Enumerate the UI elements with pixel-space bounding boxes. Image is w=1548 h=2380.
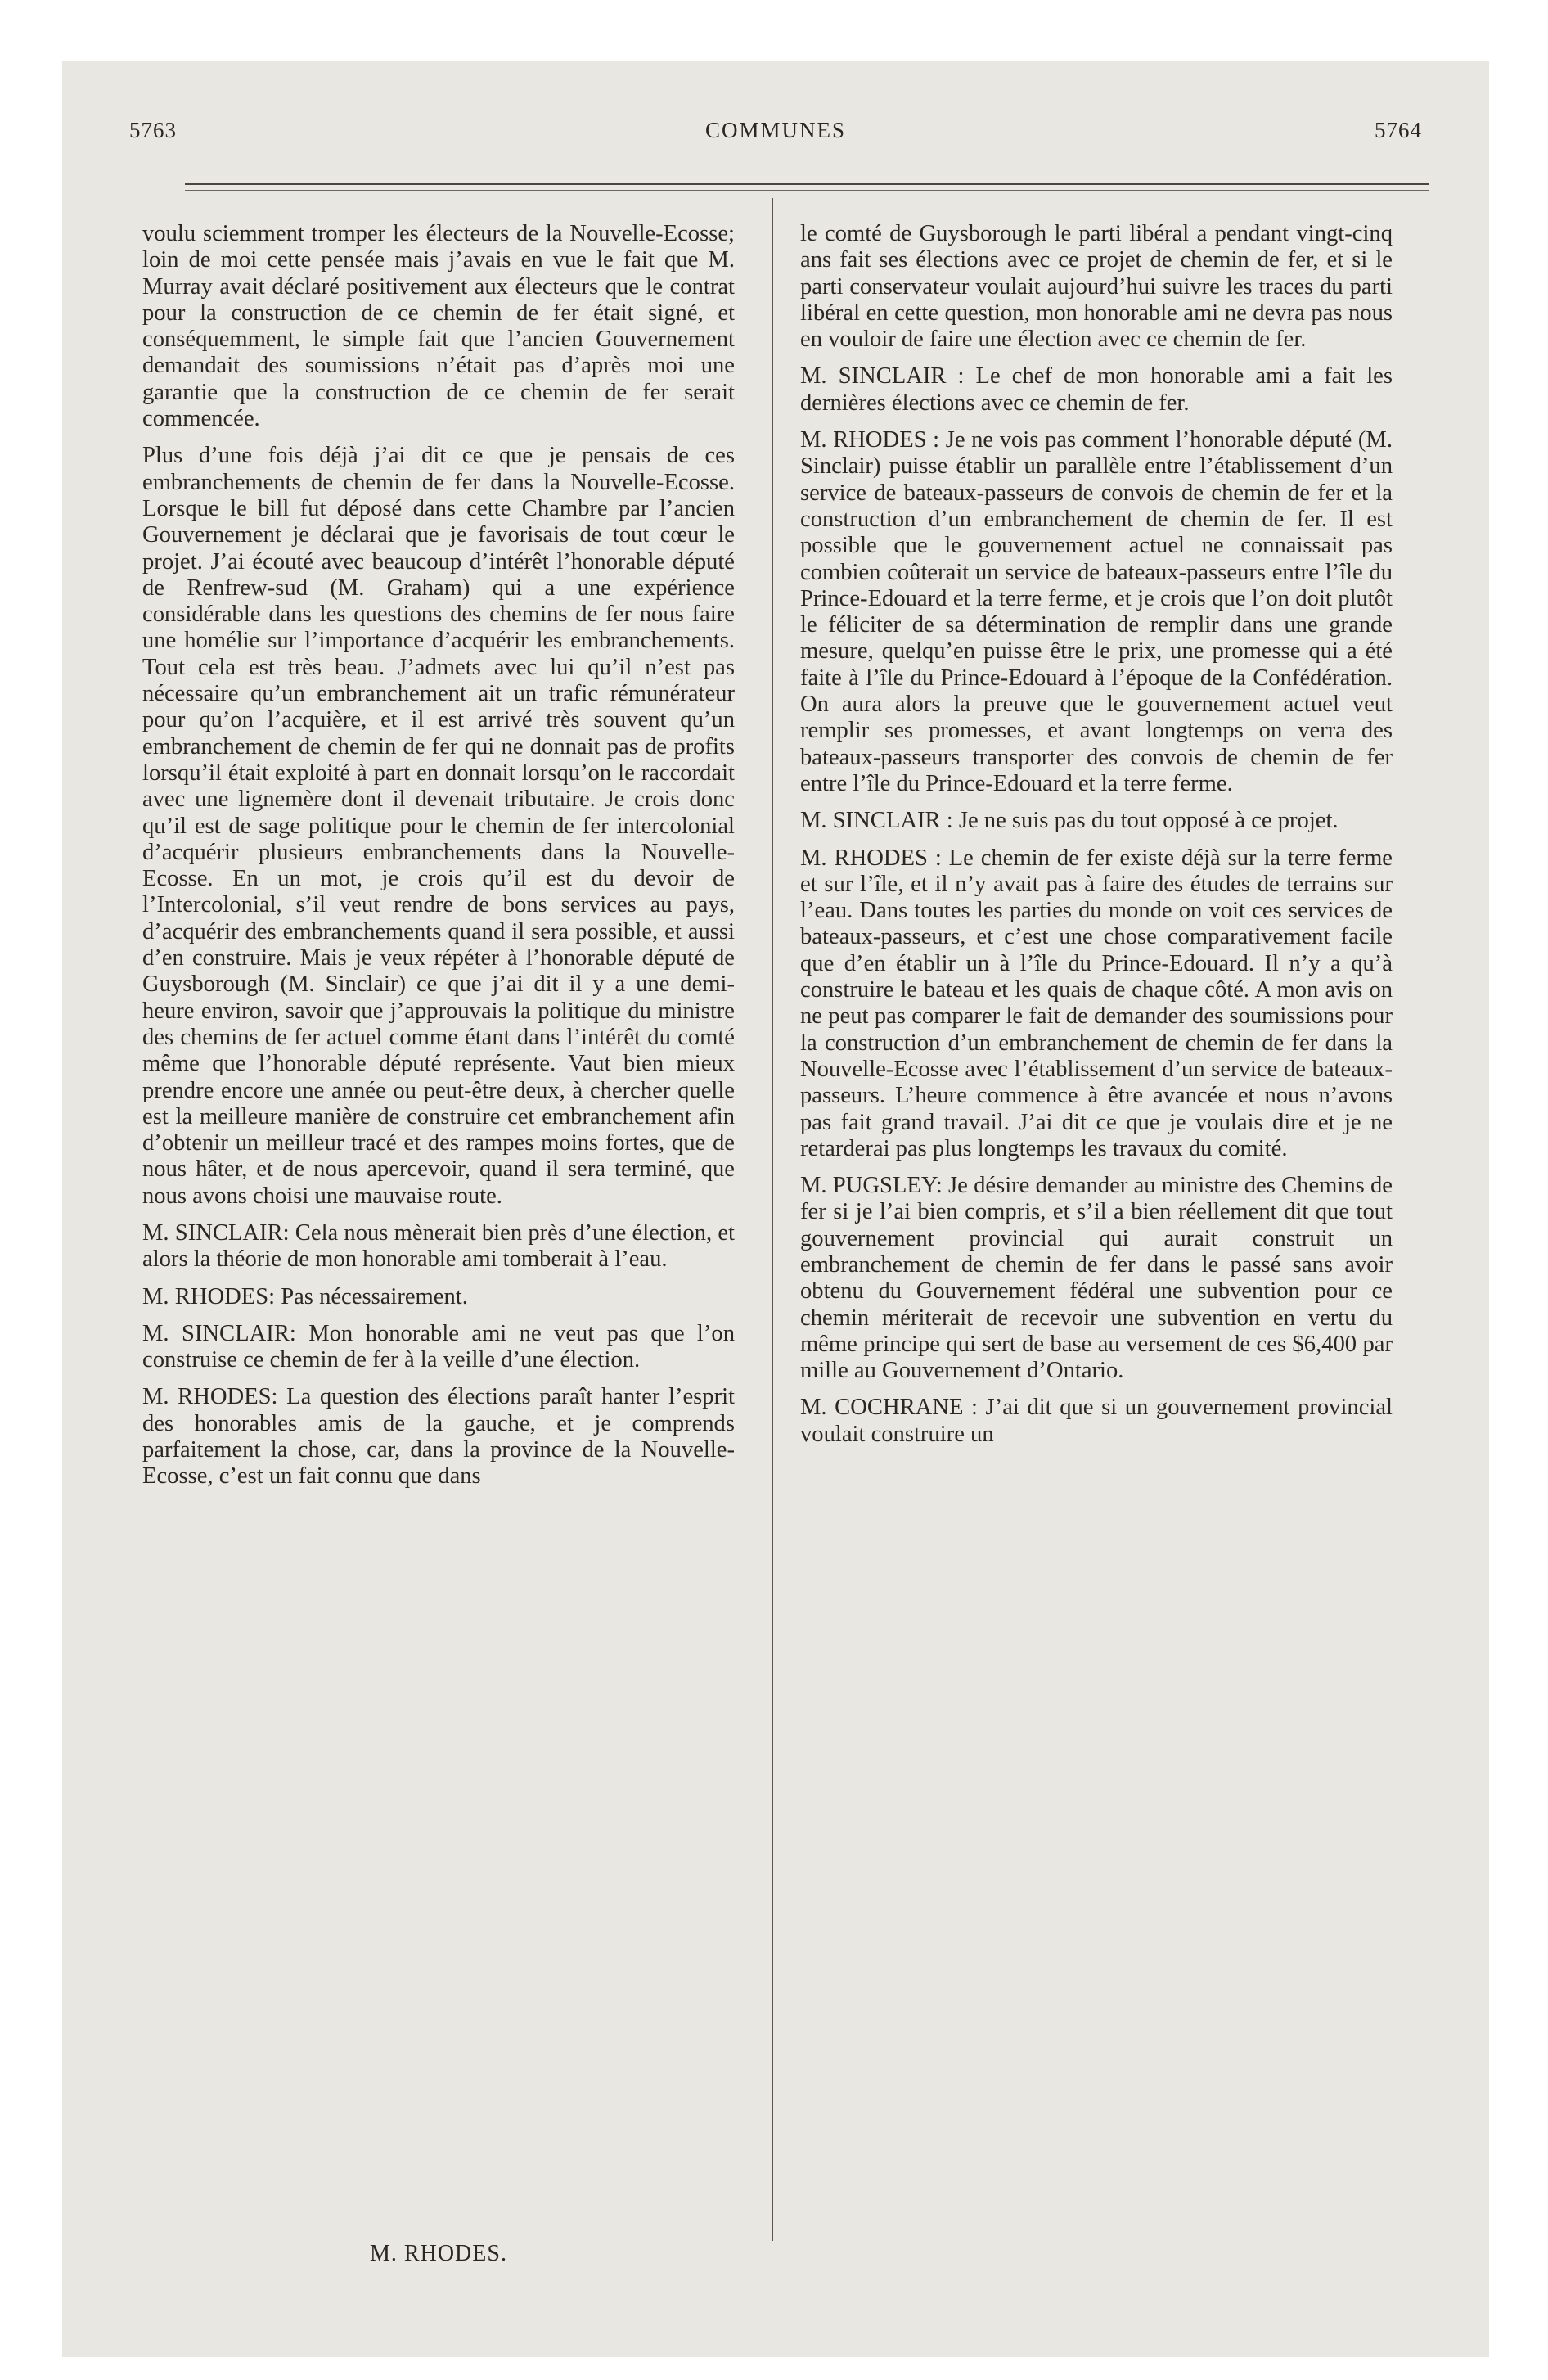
paragraph: M. SINCLAIR : Le chef de mon honorable ami a fait les dernières élections avec ce chemin de fer. [800,363,1393,416]
paragraph: voulu sciemment tromper les électeurs de la Nouvelle-Ecosse; loin de moi cette pensée mais j’avais en vue le fait que M. Murray avait déclaré positivement aux électeurs que le contrat pour la construction de ce chemin de fer était signé, et conséquemment, le simple fait que l’ancien Gouvernement demandait des soumissions n’était pas d’après moi une garantie que la construction de ce chemin de fer serait commencée. [142,221,735,432]
scanned-page [62,61,1489,2357]
paragraph: M. RHODES: La question des élections paraît hanter l’esprit des honorables amis de la gauche, et je comprends parfaitement la chose, car, dans la province de la Nouvelle-Ecosse, c’est un fait connu que dans [142,1384,735,1490]
left-column [142,221,735,1501]
paragraph: M. RHODES : Je ne vois pas comment l’honorable député (M. Sinclair) puisse établir un parallèle entre l’établissement d’un service de bateaux-passeurs de convois de chemin de fer et la construction d’un embranchement de chemin de fer. Il est possible que le gouvernement actuel ne connaissait pas combien coûterait un service de bateaux-passeurs entre l’île du Prince-Edouard et la terre ferme, et je crois que l’on doit plutôt le féliciter de sa détermination de remplir dans une grande mesure, quelqu’en puisse être le prix, une promesse qui a été faite à l’île du Prince-Edouard à l’époque de la Confédération. On aura alors la preuve que le gouvernement actuel veut remplir ses promesses, et avant longtemps on verra des bateaux-passeurs transporter des convois de chemin de fer entre l’île du Prince-Edouard et la terre ferme. [800,427,1393,796]
column-divider [772,198,773,2241]
paragraph: M. COCHRANE : J’ai dit que si un gouvernement provincial voulait construire un [800,1395,1393,1447]
page-header [62,118,1489,151]
page-number-right: 5764 [1375,118,1422,142]
right-column [800,221,1393,1458]
footer-catchword: M. RHODES. [370,2241,507,2266]
paragraph: le comté de Guysborough le parti libéral a pendant vingt-cinq ans fait ses élections avec ce projet de chemin de fer, et si le parti conservateur voulait aujourd’hui suivre les traces du parti libéral en cette question, mon honorable ami ne devra pas nous en vouloir de faire une élection avec ce chemin de fer. [800,221,1393,353]
running-title: COMMUNES [704,118,847,142]
paragraph: M. SINCLAIR : Je ne suis pas du tout opposé à ce projet. [800,808,1339,834]
paragraph: M. SINCLAIR: Mon honorable ami ne veut pas que l’on construise ce chemin de fer à la veille d’une élection. [142,1320,735,1373]
paragraph: M. SINCLAIR: Cela nous mènerait bien près d’une élection, et alors la théorie de mon honorable ami tomberait à l’eau. [142,1219,735,1273]
header-rule [185,183,1429,185]
paragraph: M. RHODES : Le chemin de fer existe déjà sur la terre ferme et sur l’île, et il n’y avait pas à faire des études de terrains sur l’eau. Dans toutes les parties du monde on voit ces services de bateaux-passeurs, et c’est une chose comparativement facile que d’en établir un à l’île du Prince-Edouard. Il n’y a qu’à construire le bateau et les quais de chaque côté. A mon avis on ne peut pas comparer le fait de demander des soumissions pour la construction d’un embranchement de chemin de fer dans la Nouvelle-Ecosse avec l’établissement d’un service de bateaux-passeurs. L’heure commence à être avancée et nous n’avons pas fait grand travail. J’ai dit ce que je voulais dire et je ne retarderai pas plus longtemps les travaux du comité. [800,845,1393,1161]
paragraph: M. RHODES: Pas nécessairement. [142,1283,468,1309]
header-rule-thin [185,190,1429,191]
paragraph: M. PUGSLEY: Je désire demander au ministre des Chemins de fer si je l’ai bien compris, et s’il a bien réellement dit que tout gouvernement provincial qui aurait construit un embranchement de chemin de fer dans le passé sans avoir obtenu du Gouvernement fédéral une subvention pour ce chemin mériterait de recevoir une subvention en vertu du même principe qui sert de base au versement de ces $6,400 par mille au Gouvernement d’Ontario. [800,1173,1393,1384]
page-number-left: 5763 [129,118,177,142]
paragraph: Plus d’une fois déjà j’ai dit ce que je pensais de ces embranchements de chemin de fer dans la Nouvelle-Ecosse. Lorsque le bill fut déposé dans cette Chambre par l’ancien Gouvernement je déclarai que je favorisais de tout cœur le projet. J’ai écouté avec beaucoup d’intérêt l’honorable député de Renfrew-sud (M. Graham) qui a une expérience considérable dans les questions des chemins de fer nous faire une homélie sur l’importance d’acquérir les embranchements. Tout cela est très beau. J’admets avec lui qu’il n’est pas nécessaire qu’un embranchement ait un trafic rémunérateur pour qu’on l’acquière, et il est arrivé très souvent qu’un embranchement de chemin de fer qui ne donnait pas de profits lorsqu’il était exploité à part en donnait lorsqu’on le raccordait avec une lignemère dont il devenait tributaire. Je crois donc qu’il est de sage politique pour le chemin de fer intercolonial d’acquérir plusieurs embranchements dans la Nouvelle-Ecosse. En un mot, je crois qu’il est du devoir de l’Intercolonial, s’il veut rendre de bons services au pays, d’acquérir des embranchements quand il sera possible, et aussi d’en construire. Mais je veux répéter à l’honorable député de Guysborough (M. Sinclair) ce que j’ai dit il y a une demi-heure environ, savoir que j’approuvais la politique du ministre des chemins de fer actuel comme étant dans l’intérêt du comté même que l’honorable député représente. Vaut bien mieux prendre encore une année ou peut-être deux, à chercher quelle est la meilleure manière de construire cet embranchement afin d’obtenir un meilleur tracé et des rampes moins fortes, que de nous hâter, et de nous apercevoir, quand il sera terminé, que nous avons choisi une mauvaise route. [142,443,735,1209]
